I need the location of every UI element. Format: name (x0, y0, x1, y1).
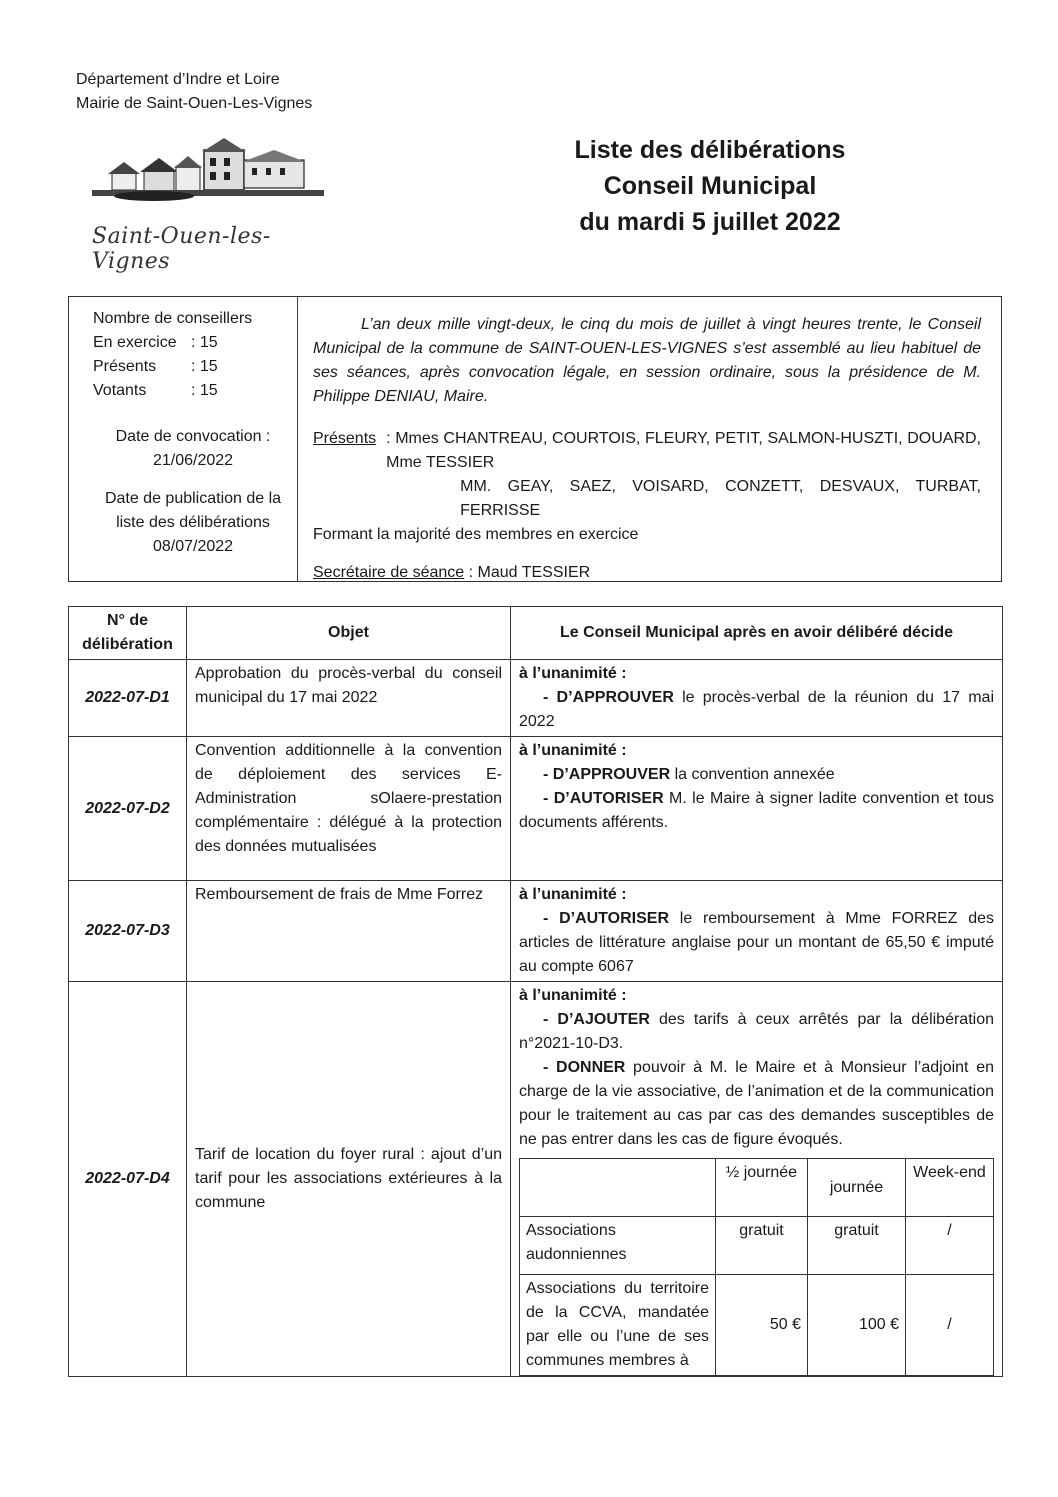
majorite-line: Formant la majorité des membres en exercice (313, 526, 639, 543)
publication-label: Date de publication de la liste des délibérations (104, 490, 282, 531)
vote-result: à l’unanimité : (519, 987, 627, 1004)
tarif-journee: 100 € (808, 1275, 906, 1376)
session-info-box (68, 296, 1002, 582)
municipal-logo (84, 136, 324, 274)
page-title (520, 132, 900, 240)
deliberation-decision (511, 982, 1003, 1377)
vote-result: à l’unanimité : (519, 742, 627, 759)
tarif-journee: gratuit (808, 1217, 906, 1275)
village-drawing-icon (84, 136, 324, 216)
action-verb: - DONNER (543, 1059, 626, 1076)
deliberation-object: Convention additionnelle à la convention de déploiement des services E-Administration sOlaere-prestation complémentaire : délégué à la protection des données mutualisées (187, 737, 511, 881)
vote-result: à l’unanimité : (519, 665, 627, 682)
deliberation-object: Tarif de location du foyer rural : ajout d’un tarif pour les associations extérieures à la commune (187, 982, 511, 1377)
session-details (313, 313, 981, 585)
info-divider (297, 297, 298, 581)
action-text: M. le Maire à signer ladite convention et tous documents afférents. (519, 790, 994, 831)
deliberation-decision (511, 881, 1003, 982)
presents-mmes: : Mmes CHANTREAU, COURTOIS, FLEURY, PETIT, SALMON-HUSZTI, DOUARD, Mme TESSIER (386, 430, 981, 471)
presents-block (313, 427, 981, 523)
decision-action (519, 907, 994, 979)
title-line-1: Liste des délibérations (574, 136, 846, 164)
decision-action (519, 787, 994, 835)
decision-action (519, 763, 994, 787)
table-row (69, 982, 1003, 1377)
decision-action (519, 686, 994, 734)
tarif-weekend: / (906, 1275, 994, 1376)
deliberation-object: Approbation du procès-verbal du conseil municipal du 17 mai 2022 (187, 660, 511, 737)
vote-result: à l’unanimité : (519, 886, 627, 903)
votants-row (93, 379, 293, 403)
presents-value: : 15 (191, 358, 218, 375)
presents-mm: MM. GEAY, SAEZ, VOISARD, CONZETT, DESVAUX, TURBAT, FERRISSE (460, 478, 981, 519)
table-row (69, 660, 1003, 737)
action-verb: - D’AJOUTER (543, 1011, 650, 1028)
title-line-3: du mardi 5 juillet 2022 (579, 208, 841, 236)
col-header-num: N° de délibération (69, 607, 187, 660)
deliberation-object: Remboursement de frais de Mme Forrez (187, 881, 511, 982)
action-verb: - D’APPROUVER (543, 689, 674, 706)
tarif-label: Associations audonniennes (520, 1217, 716, 1275)
mairie-line: Mairie de Saint-Ouen-Les-Vignes (76, 95, 313, 112)
deliberation-number: 2022-07-D3 (69, 881, 187, 982)
tarif-row (520, 1217, 994, 1275)
session-intro: L’an deux mille vingt-deux, le cinq du mois de juillet à vingt heures trente, le Conseil Municipal de la commune de SAINT-OUEN-LES-VIGNES s’est assemblé au lieu habituel de ses séances, après convocation légale, en session ordinaire, sous la présidence de M. Philippe DENIAU, Maire. (313, 316, 981, 405)
deliberation-decision (511, 660, 1003, 737)
secretaire-line (313, 561, 981, 585)
tarif-header-demi: ½ journée (716, 1159, 808, 1217)
decision-action (519, 1056, 994, 1152)
deliberation-decision (511, 737, 1003, 881)
secretaire-label: Secrétaire de séance (313, 564, 465, 581)
col-header-objet: Objet (187, 607, 511, 660)
presents-list (386, 427, 981, 523)
convocation-date: 21/06/2022 (152, 452, 234, 469)
deliberation-number: 2022-07-D1 (69, 660, 187, 737)
action-text: pouvoir à M. le Maire et à Monsieur l’adjoint en charge de la vie associative, de l’animation et de la communication pour le traitement au cas par cas des demandes susceptibles de ne pas entrer dans les cas de figure évoqués. (519, 1059, 994, 1148)
title-line-2: Conseil Municipal (603, 172, 817, 200)
tarifs-table (519, 1158, 994, 1376)
secretaire-value: : Maud TESSIER (464, 564, 591, 581)
convocation-label: Date de convocation : (115, 428, 271, 445)
deliberation-number: 2022-07-D2 (69, 737, 187, 881)
publication-date: 08/07/2022 (152, 538, 234, 555)
action-verb: - D’APPROUVER (543, 766, 671, 783)
tarif-weekend: / (906, 1217, 994, 1275)
tarif-label: Associations du territoire de la CCVA, mandatée par elle ou l’une de ses communes membres à (520, 1275, 716, 1376)
action-text: le remboursement à Mme FORREZ des articles de littérature anglaise pour un montant de 65,50 € imputé au compte 6067 (519, 910, 994, 975)
votants-label: Votants (93, 382, 147, 399)
table-header-row (69, 607, 1003, 660)
table-row (69, 881, 1003, 982)
tarif-demi: gratuit (716, 1217, 808, 1275)
deliberations-table (68, 606, 1003, 1377)
tarif-header-empty (520, 1159, 716, 1217)
exercice-row (93, 331, 293, 355)
presents-heading: Présents (313, 430, 377, 447)
nombre-label: Nombre de conseillers (93, 310, 253, 327)
tarif-row (520, 1275, 994, 1376)
council-counts (93, 307, 293, 559)
presents-label: Présents (93, 358, 157, 375)
action-verb: - D’AUTORISER (543, 790, 664, 807)
presents-row (93, 355, 293, 379)
action-text: des tarifs à ceux arrêtés par la délibération n°2021-10-D3. (519, 1011, 994, 1052)
tarif-header-journee: journée (808, 1159, 906, 1217)
tarif-demi: 50 € (716, 1275, 808, 1376)
decision-action (519, 1008, 994, 1056)
col-header-decision: Le Conseil Municipal après en avoir délibéré décide (511, 607, 1003, 660)
tarif-header-weekend: Week-end (906, 1159, 994, 1217)
deliberation-number: 2022-07-D4 (69, 982, 187, 1377)
table-row (69, 737, 1003, 881)
exercice-value: : 15 (191, 334, 218, 351)
department-line: Département d’Indre et Loire (76, 71, 280, 88)
action-text: la convention annexée (670, 766, 835, 783)
action-text: le procès-verbal de la réunion du 17 mai 2022 (519, 689, 995, 730)
header-block (76, 68, 312, 116)
tarif-header-row (520, 1159, 994, 1217)
action-verb: - D’AUTORISER (543, 910, 670, 927)
logo-script-text: Saint-Ouen-les-Vignes (92, 224, 271, 274)
exercice-label: En exercice (93, 334, 177, 351)
votants-value: : 15 (191, 382, 218, 399)
